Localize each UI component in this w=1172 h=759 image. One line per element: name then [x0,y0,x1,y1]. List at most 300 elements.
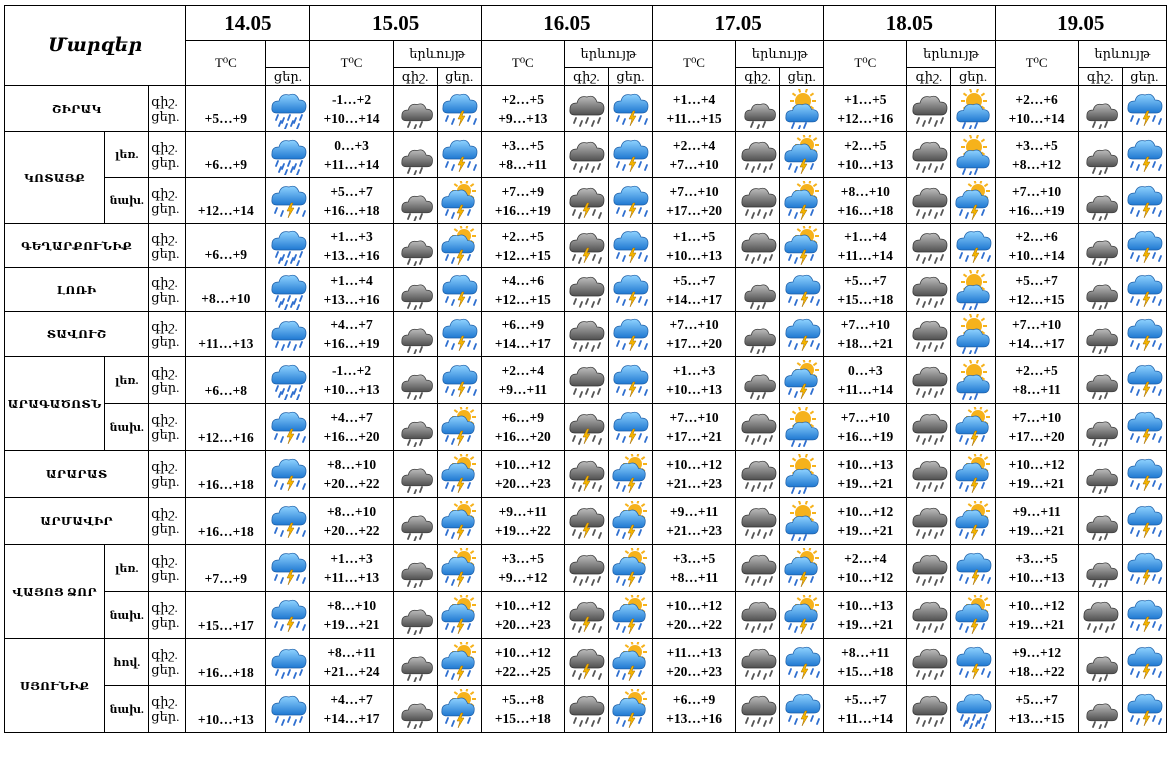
sun-storm-icon [437,686,481,733]
storm-icon [266,178,310,224]
night-subheader: գիշ. [393,68,437,86]
day-label: ցեր. [151,709,180,724]
cloud-rain-icon [266,312,310,357]
rain-cloud-icon [736,451,780,498]
sun-storm-icon [951,178,995,224]
temp-night: +3…+5 [1015,551,1058,566]
storm-icon [1122,268,1166,312]
temp-day: +21…+23 [666,476,723,491]
temp-night: -1…+2 [331,363,372,378]
moon-cloud-icon [393,268,437,312]
night-day-labels [149,224,186,268]
temp-range [310,545,393,592]
temp-range [824,545,907,592]
temp-night: +5…+8 [501,692,544,707]
phenomenon-col-header: երևույթ [564,41,652,68]
temp-day: +19…+21 [837,476,894,491]
storm-icon [608,178,652,224]
day-label: ցեր. [151,245,180,261]
temp-night: +6…+9 [501,317,544,332]
storm-icon [780,686,824,733]
temp-day: +16…+19 [494,202,551,218]
rain-cloud-icon [736,132,780,178]
night-label: գիշ. [151,274,178,290]
sun-storm-icon [608,451,652,498]
day-label: ցեր. [151,568,180,583]
temp-range [310,132,393,178]
night-label: գիշ. [151,459,178,474]
temp-day: +10…+14 [1008,110,1065,126]
moon-cloud-icon [1078,498,1122,545]
temp-night: +3…+5 [1015,137,1058,153]
temp-col-header: T⁰C [310,41,393,86]
temp-range [481,545,564,592]
storm-icon [266,498,310,545]
sun-cloud-icon [951,132,995,178]
temp-range [824,357,907,404]
sun-storm-icon [780,178,824,224]
temp-day: +7…+10 [669,156,719,172]
temp-day: +17…+20 [666,202,723,218]
temp-day: +8…+10 [186,268,266,312]
subregion-label: նախ. [105,592,149,639]
sun-storm-icon [780,592,824,639]
temp-day: +10…+13 [666,247,723,263]
moon-cloud-icon [1078,545,1122,592]
temp-day: +21…+23 [666,523,723,538]
night-day-labels [149,357,186,404]
rain-cloud-icon [907,132,951,178]
temp-day: +9…+12 [498,570,548,585]
night-label: գիշ. [151,647,178,662]
temp-col-header: T⁰C [653,41,736,86]
temp-range [481,132,564,178]
phenomenon-col-header: երևույթ [1078,41,1166,68]
storm-icon [437,86,481,132]
region-name: ԼՈՌԻ [5,268,149,312]
temp-night: +10…+12 [494,645,551,660]
night-day-labels [149,498,186,545]
temp-day: +10…+13 [1008,570,1065,585]
temp-night: +7…+10 [840,410,890,425]
temp-day: +15…+18 [837,664,894,679]
temp-range [310,639,393,686]
temp-range [310,498,393,545]
table-row [5,404,1167,451]
day-label: ցեր. [151,380,180,395]
region-name: ՍՅՈՒՆԻՔ [5,639,105,733]
temp-day: +19…+21 [323,617,380,632]
sun-storm-icon [437,498,481,545]
subregion-label: լեռ. [105,357,149,404]
temp-night: +10…+13 [837,457,894,472]
dark-storm-icon [564,178,608,224]
temp-range [481,86,564,132]
cloud-rain-icon [266,639,310,686]
sun-cloud-icon [951,357,995,404]
storm-icon [608,224,652,268]
moon-cloud-icon [1078,639,1122,686]
temp-range [653,686,736,733]
day-subheader: ցեր. [437,68,481,86]
temp-day: +12…+16 [186,404,266,451]
temp-range [824,404,907,451]
day-label: ցեր. [151,200,180,216]
temp-range [995,312,1078,357]
temp-range [310,404,393,451]
temp-range [995,686,1078,733]
date-header: 18.05 [824,6,995,41]
temp-night: +10…+12 [666,598,723,613]
region-name: ԿՈՏԱՅՔ [5,132,105,224]
sun-cloud-icon [951,86,995,132]
moon-cloud-icon [1078,178,1122,224]
temp-night: +7…+10 [669,317,719,332]
moon-cloud-icon [393,357,437,404]
temp-day: +22…+25 [494,664,551,679]
temp-range [824,268,907,312]
temp-day: +19…+21 [1008,476,1065,491]
temp-range [310,686,393,733]
storm-icon [437,357,481,404]
temp-day: +19…+21 [837,617,894,632]
temp-day: +16…+19 [1008,202,1065,218]
temp-range [310,451,393,498]
temp-range [653,592,736,639]
storm-icon [266,592,310,639]
temp-range [995,639,1078,686]
sun-storm-icon [780,224,824,268]
temp-night: +2…+4 [672,137,716,153]
storm-icon [608,86,652,132]
temp-range [824,312,907,357]
rain-cloud-icon [564,357,608,404]
temp-day: +18…+21 [837,336,894,351]
temp-night: +10…+12 [494,598,551,613]
temp-day: +12…+15 [494,247,551,263]
temp-night: +2…+6 [1015,228,1058,244]
temp-night: +5…+7 [672,272,716,288]
temp-col-header: T⁰C [995,41,1078,86]
sun-cloud-icon [951,268,995,312]
rain-cloud-icon [907,312,951,357]
temp-night: +9…+11 [669,504,719,519]
temp-night: +9…+11 [1012,504,1061,519]
temp-day: +11…+14 [837,247,893,263]
temp-day: +5…+9 [186,86,266,132]
sun-storm-icon [437,592,481,639]
rain-cloud-icon [907,592,951,639]
temp-night: +7…+10 [1012,183,1062,199]
storm-icon [266,451,310,498]
sun-storm-icon [951,498,995,545]
temp-range [824,86,907,132]
moon-cloud-icon [393,132,437,178]
dark-storm-icon [564,224,608,268]
temp-range [481,357,564,404]
night-label: գիշ. [151,365,178,380]
table-row [5,312,1167,357]
night-label: գիշ. [151,93,178,109]
night-day-labels [149,545,186,592]
temp-day: +18…+22 [1008,664,1065,679]
subregion-label: հով. [105,639,149,686]
temp-day: +10…+12 [837,570,894,585]
temp-night: +7…+10 [840,317,890,332]
temp-range [481,592,564,639]
temp-range [653,312,736,357]
temp-night: +4…+7 [330,317,373,332]
forecast-table [4,5,1167,733]
temp-range [824,224,907,268]
temp-range [653,132,736,178]
temp-day: +14…+17 [1008,336,1065,351]
temp-day: +19…+21 [837,523,894,538]
temp-range [995,498,1078,545]
day-label: ցեր. [151,108,180,124]
temp-night: +5…+7 [844,272,887,288]
subregion-label: լեռ. [105,545,149,592]
moon-cloud-icon [393,545,437,592]
moon-cloud-icon [1078,404,1122,451]
dark-storm-icon [564,451,608,498]
temp-range [824,498,907,545]
storm-icon [1122,312,1166,357]
temp-range [995,545,1078,592]
temp-day: +20…+23 [494,476,551,491]
temp-night: +6…+9 [501,410,544,425]
moon-cloud-icon [1078,268,1122,312]
temp-range [653,357,736,404]
sun-storm-icon [951,592,995,639]
temp-day: +12…+14 [186,178,266,224]
sun-cloud-icon [780,86,824,132]
temp-range [824,451,907,498]
rain-cloud-icon [907,686,951,733]
rain-cloud-icon [564,86,608,132]
rain-cloud-icon [907,404,951,451]
day-subheader: ցեր. [951,68,995,86]
moon-cloud-icon [736,312,780,357]
temp-day: +12…+16 [837,110,894,126]
night-day-labels [149,404,186,451]
storm-icon [1122,451,1166,498]
temp-range [310,178,393,224]
temp-col-header: T⁰C [481,41,564,86]
temp-range [995,592,1078,639]
moon-cloud-icon [736,357,780,404]
sun-storm-icon [608,498,652,545]
region-name: ՇԻՐԱԿ [5,86,149,132]
sun-cloud-icon [780,451,824,498]
rain-icon [266,86,310,132]
temp-col-header: T⁰C [824,41,907,86]
temp-day: +11…+13 [186,312,266,357]
temp-range [653,639,736,686]
temp-night: +2…+4 [501,363,544,378]
sun-storm-icon [780,545,824,592]
table-row [5,451,1167,498]
temp-day: +17…+20 [666,336,723,351]
storm-icon [1122,86,1166,132]
temp-night: +5…+7 [330,183,373,199]
night-day-labels [149,639,186,686]
rain-cloud-icon [564,268,608,312]
day-label: ցեր. [151,154,180,170]
temp-day: +8…+11 [498,156,547,172]
temp-night: +3…+5 [501,551,544,566]
rain-icon [266,357,310,404]
temp-night: +2…+5 [501,228,544,244]
subregion-label: լեռ. [105,132,149,178]
moon-cloud-icon [1078,224,1122,268]
temp-range [995,178,1078,224]
moon-cloud-icon [393,686,437,733]
storm-icon [437,268,481,312]
rain-cloud-icon [736,592,780,639]
region-name: ԱՐՄԱՎԻՐ [5,498,149,545]
temp-night: +3…+5 [672,551,716,566]
night-label: գիշ. [151,694,178,709]
night-label: գիշ. [151,319,178,334]
storm-icon [1122,178,1166,224]
temp-day: +17…+21 [666,429,723,444]
date-header: 15.05 [310,6,481,41]
temp-day: +20…+22 [666,617,723,632]
temp-day: +6…+9 [186,132,266,178]
temp-night: -1…+2 [331,91,372,107]
temp-range [653,404,736,451]
temp-range [310,86,393,132]
region-name: ՎԱՅՈՑ ՁՈՐ [5,545,105,639]
temp-day: +6…+9 [186,224,266,268]
temp-day: +15…+18 [837,291,894,307]
temp-night: +8…+10 [326,598,377,613]
day-label: ցեր. [151,662,180,677]
day-label: ցեր. [151,521,180,536]
moon-cloud-icon [393,86,437,132]
day-label: ցեր. [151,427,180,442]
sun-storm-icon [951,451,995,498]
night-day-labels [149,268,186,312]
night-subheader: գիշ. [907,68,951,86]
sun-storm-icon [437,224,481,268]
temp-day: +19…+21 [1008,523,1065,538]
temp-night: +1…+5 [672,228,716,244]
storm-icon [1122,357,1166,404]
temp-day: +8…+11 [669,570,719,585]
rain-cloud-icon [736,404,780,451]
night-label: գիշ. [151,230,178,246]
temp-range [653,545,736,592]
temp-night: 0…+3 [847,363,883,378]
temp-range [310,357,393,404]
temp-range [995,451,1078,498]
moon-cloud-icon [393,451,437,498]
night-subheader: գիշ. [736,68,780,86]
rain-cloud-icon [907,86,951,132]
temp-night: +9…+12 [1012,645,1062,660]
temp-day: +9…+11 [498,382,547,397]
storm-icon [437,312,481,357]
temp-day: +11…+14 [323,156,380,172]
day-label: ցեր. [151,474,180,489]
temp-day: +20…+23 [494,617,551,632]
night-day-labels [149,592,186,639]
temp-range [995,268,1078,312]
day-subheader: ցեր. [608,68,652,86]
temp-day: +16…+20 [323,429,380,444]
temp-range [481,312,564,357]
cloud-rain-icon [266,686,310,733]
moon-cloud-icon [1078,132,1122,178]
subregion-label: նախ. [105,404,149,451]
rain-cloud-icon [736,224,780,268]
temp-night: +2…+4 [844,551,887,566]
storm-icon [1122,498,1166,545]
temp-night: +1…+3 [672,363,716,378]
night-subheader: գիշ. [564,68,608,86]
temp-day: +8…+12 [1012,156,1062,172]
storm-icon [608,312,652,357]
temp-day: +16…+20 [494,429,551,444]
temp-night: +3…+5 [501,137,544,153]
temp-day: +9…+13 [498,110,548,126]
temp-day: +20…+23 [666,664,723,679]
temp-night: +2…+5 [844,137,887,153]
temp-day: +6…+8 [186,357,266,404]
storm-icon [1122,545,1166,592]
temp-night: +2…+5 [1015,363,1058,378]
moon-cloud-icon [1078,86,1122,132]
day-subheader: ցեր. [266,68,310,86]
rain-cloud-icon [907,357,951,404]
temp-day: +16…+18 [186,639,266,686]
storm-icon [951,224,995,268]
sun-cloud-icon [951,312,995,357]
temp-night: +7…+10 [1012,317,1062,332]
temp-range [995,132,1078,178]
table-row [5,86,1167,132]
temp-day: +15…+18 [494,711,551,726]
region-name: ԱՐԱՐԱՏ [5,451,149,498]
temp-night: +1…+4 [672,91,716,107]
temp-night: +8…+10 [840,183,890,199]
temp-range [653,86,736,132]
night-day-labels [149,451,186,498]
rain-cloud-icon [907,224,951,268]
night-day-labels [149,178,186,224]
temp-night: +2…+5 [501,91,544,107]
phenomenon-col-header: երևույթ [736,41,824,68]
rain-cloud-icon [564,132,608,178]
rain-cloud-icon [907,451,951,498]
day-label: ցեր. [151,334,180,349]
storm-icon [951,545,995,592]
temp-day: +20…+22 [323,523,380,538]
table-row [5,268,1167,312]
temp-day: +10…+13 [837,156,894,172]
temp-range [481,404,564,451]
storm-icon [608,404,652,451]
night-day-labels [149,86,186,132]
date-header: 17.05 [653,6,824,41]
storm-icon [266,545,310,592]
temp-day: +16…+18 [837,202,894,218]
temp-day: +14…+17 [323,711,380,726]
temp-night: +5…+7 [1015,272,1058,288]
temp-day: +12…+15 [494,291,551,307]
